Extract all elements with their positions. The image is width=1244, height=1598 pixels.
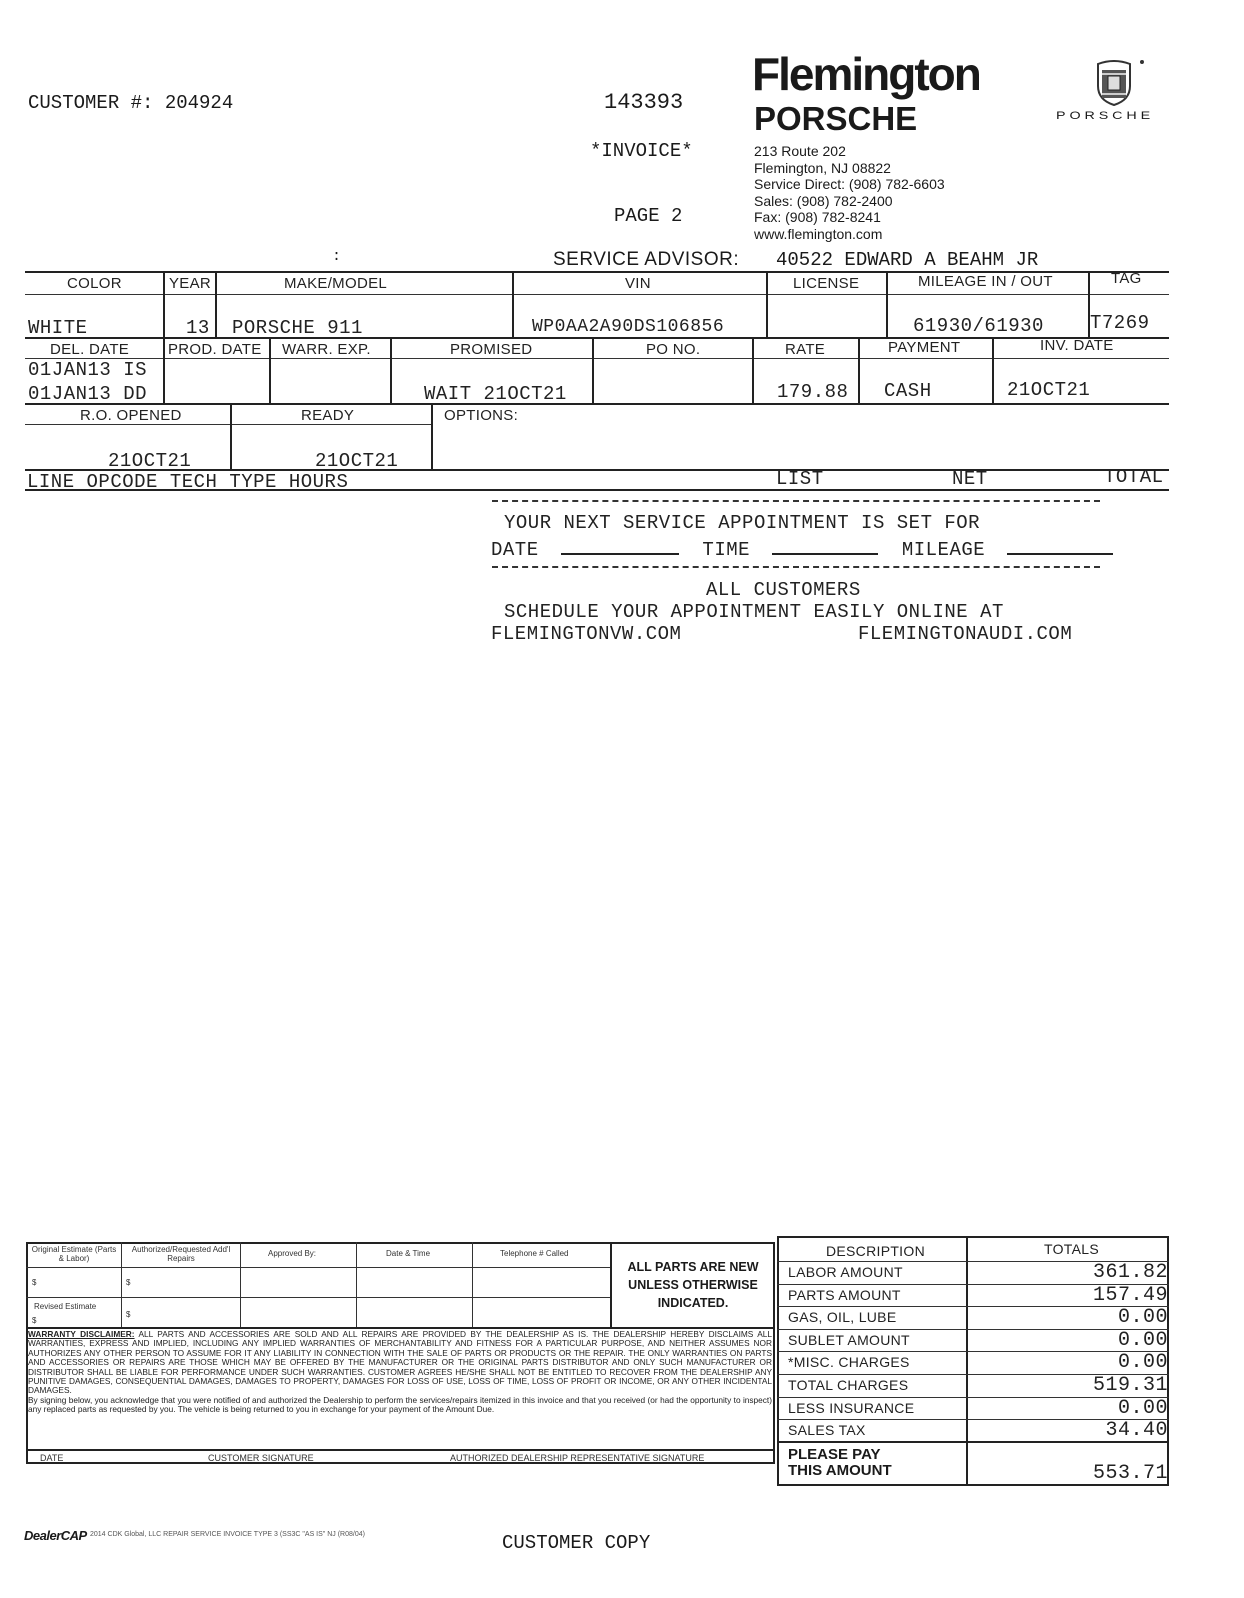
grid-line <box>163 271 165 337</box>
schedule-online: SCHEDULE YOUR APPOINTMENT EASILY ONLINE AT <box>504 601 1004 623</box>
customer-label: CUSTOMER #: <box>28 92 154 114</box>
advisor-value: 40522 EDWARD A BEAHM JR <box>776 249 1039 271</box>
dealer-website: www.flemington.com <box>754 225 883 242</box>
page-number: PAGE 2 <box>614 205 683 227</box>
dealer-fax: Fax: (908) 782-8241 <box>754 209 881 225</box>
header-promised: PROMISED <box>450 341 533 358</box>
please-pay-label <box>788 1447 892 1479</box>
dealer-sales-phone: Sales: (908) 782-2400 <box>754 192 893 209</box>
please-pay-line2: THIS AMOUNT <box>788 1462 892 1479</box>
grid-line <box>886 271 888 337</box>
appointment-line: YOUR NEXT SERVICE APPOINTMENT IS SET FOR <box>504 512 981 534</box>
grid-line <box>592 337 594 403</box>
appointment-time-label: TIME <box>702 539 751 561</box>
totals-description-header: DESCRIPTION <box>826 1243 925 1259</box>
website-audi: FLEMINGTONAUDI.COM <box>858 623 1073 645</box>
grid-line <box>766 271 768 337</box>
date-time-label: Date & Time <box>386 1249 431 1258</box>
appointment-fields <box>491 535 1113 561</box>
totals-totals-header: TOTALS <box>1044 1241 1099 1257</box>
grid-line <box>777 1329 1169 1330</box>
dealer-signature-label: AUTHORIZED DEALERSHIP REPRESENTATIVE SIGNATURE <box>450 1453 705 1463</box>
totals-row-value: 0.00 <box>1117 1351 1168 1375</box>
value-tag: T7269 <box>1090 312 1150 334</box>
header-payment: PAYMENT <box>888 339 961 356</box>
header-year: YEAR <box>169 275 212 292</box>
grid-line <box>240 1242 241 1327</box>
totals-row-label: LABOR AMOUNT <box>788 1264 903 1280</box>
invoice-title: *INVOICE* <box>590 140 693 162</box>
totals-row-label: TOTAL CHARGES <box>788 1377 909 1393</box>
disclaimer-text: ALL PARTS AND ACCESSORIES ARE SOLD AND ALL REPAIRS ARE PROVIDED BY THE DEALERSHIP AS IS. THE DEALERSHIP HEREBY DISCLAIMS ALL WARRANTIES, EXPRESS AND IMPLIED, INCLUDING ANY IMPLIED WARRANTIES OF MERCHANTABILITY AND FITNESS FOR A PARTICULAR PURPOSE, AND NEITHER ASSUMES NOR AUTHORIZES ANY OTHER PERSON TO ASSUME FOR IT ANY LIABILITY IN CONNECTION WITH THE SALE OF PARTS OR PRODUCTS OR THE REPAIR. THE ONLY WARRANTIES ON PARTS AND ACCESSORIES OR REPAIRS ARE THOSE WHICH MAY BE OFFERED BY THE MANUFACTURER OR THE ORIGINAL PARTS DISTRIBUTOR AND ONLY SUCH MANUFACTURER OR DISTRIBUTOR SHALL BE LIABLE FOR PERFORMANCE UNDER SUCH WARRANTIES. CUSTOMER AGREES HE/SHE SHALL NOT BE ENTITLED TO RECOVER FROM THE DEALERSHIP ANY PUNITIVE DAMAGES, CONSEQUENTIAL DAMAGES, DAMAGES TO PROPERTY, DAMAGES FOR LOSS OF USE, LOSS OF TIME, LOSS OF PROFIT OR INCOME, OR ANY OTHER INCIDENTAL DAMAGES. <box>28 1329 772 1396</box>
appointment-time-blank <box>772 535 878 555</box>
header-ro-opened: R.O. OPENED <box>80 407 182 424</box>
grid-line <box>777 1306 1169 1307</box>
grid-line <box>858 337 860 403</box>
grid-line <box>25 358 1169 359</box>
disclaimer-signing: By signing below, you acknowledge that you were notified of and authorized the Dealership to perform the services/repairs itemized in this invoice and that you received (or had the opportunity to inspect) any replaced parts as requested by you. The vehicle is being returned to you in exchange for your payment of the Amount Due. <box>28 1394 772 1415</box>
header-tag: TAG <box>1111 270 1142 287</box>
dealer-service-phone: Service Direct: (908) 782-6603 <box>754 176 945 192</box>
header-make-model: MAKE/MODEL <box>284 275 388 292</box>
invoice-number: 143393 <box>604 90 684 115</box>
grid-line <box>610 1242 612 1327</box>
value-ready: 21OCT21 <box>315 450 399 472</box>
header-license: LICENSE <box>793 275 860 292</box>
approved-by-label: Approved By: <box>268 1249 317 1258</box>
value-color: WHITE <box>28 317 88 339</box>
dealer-logo-name: Flemington <box>752 48 980 100</box>
porsche-crest-icon <box>1094 60 1134 106</box>
revised-estimate-label: Revised Estimate <box>34 1302 97 1311</box>
customer-signature-label: CUSTOMER SIGNATURE <box>208 1453 314 1463</box>
value-mileage: 61930/61930 <box>913 315 1044 337</box>
header-rate: RATE <box>785 341 826 358</box>
totals-row-label: SALES TAX <box>788 1422 866 1439</box>
vendor-logo: DealerCAP <box>24 1528 87 1543</box>
grid-line <box>25 424 431 425</box>
advisor-colon: : <box>332 248 342 265</box>
value-ro-opened: 21OCT21 <box>108 450 192 472</box>
customer-number <box>28 92 233 114</box>
totals-row-value: 519.31 <box>1092 1374 1168 1397</box>
all-customers: ALL CUSTOMERS <box>706 579 861 601</box>
header-del-date: DEL. DATE <box>50 341 130 358</box>
dollar-sign: $ <box>126 1310 131 1319</box>
dollar-sign: $ <box>32 1316 37 1325</box>
grid-line <box>26 1297 610 1298</box>
dealer-address: 213 Route 202 <box>754 143 846 159</box>
appointment-date-label: DATE <box>491 539 539 561</box>
totals-row-value: 157.49 <box>1092 1283 1168 1307</box>
grid-line <box>512 271 514 337</box>
parts-notice: ALL PARTS ARE NEW UNLESS OTHERWISE INDICATED. <box>627 1260 759 1310</box>
totals-row-label: *MISC. CHARGES <box>788 1354 910 1371</box>
dollar-sign: $ <box>126 1278 131 1287</box>
grid-line <box>777 1441 1169 1443</box>
totals-row-value: 361.82 <box>1092 1261 1168 1284</box>
grid-line <box>777 1397 1169 1398</box>
grid-line <box>163 337 165 403</box>
signature-line <box>26 1449 775 1451</box>
value-rate: 179.88 <box>777 381 849 403</box>
customer-value: 204924 <box>164 92 234 114</box>
value-inv-date: 21OCT21 <box>1007 379 1091 401</box>
header-color: COLOR <box>67 275 122 292</box>
totals-row-value: 0.00 <box>1117 1396 1168 1420</box>
header-po-no: PO NO. <box>646 341 701 358</box>
grid-line <box>356 1242 357 1327</box>
value-payment: CASH <box>884 380 932 402</box>
telephone-label: Telephone # Called <box>500 1249 569 1258</box>
grid-line <box>25 403 1169 405</box>
grid-line <box>269 337 271 403</box>
dealer-city: Flemington, NJ 08822 <box>754 159 891 176</box>
header-inv-date: INV. DATE <box>1040 337 1114 354</box>
appointment-mileage-label: MILEAGE <box>901 539 986 561</box>
please-pay-amount: 553.71 <box>1092 1462 1168 1485</box>
dollar-sign: $ <box>32 1278 37 1287</box>
totals-row-label: LESS INSURANCE <box>788 1399 915 1416</box>
grid-line <box>472 1242 473 1327</box>
value-del-date-2: 01JAN13 DD <box>28 383 148 405</box>
grid-line <box>431 403 433 469</box>
grid-line <box>230 403 232 469</box>
appointment-date-blank <box>561 535 679 555</box>
porsche-wordmark: PORSCHE <box>1056 110 1155 122</box>
header-warr-exp: WARR. EXP. <box>282 341 371 358</box>
column-net: NET <box>952 468 988 490</box>
totals-row-label: GAS, OIL, LUBE <box>788 1309 897 1326</box>
website-vw: FLEMINGTONVW.COM <box>491 623 682 645</box>
totals-row-label: SUBLET AMOUNT <box>788 1331 910 1348</box>
value-promised: WAIT 21OCT21 <box>424 383 567 405</box>
advisor-label: SERVICE ADVISOR: <box>553 249 740 270</box>
grid-line <box>25 294 1169 295</box>
totals-row-value: 34.40 <box>1105 1419 1168 1443</box>
disclaimer-title: WARRANTY DISCLAIMER: <box>28 1329 135 1339</box>
header-vin: VIN <box>625 275 651 292</box>
value-del-date-1: 01JAN13 IS <box>28 359 148 381</box>
please-pay-line1: PLEASE PAY <box>788 1446 881 1463</box>
totals-row-value: 0.00 <box>1117 1306 1168 1330</box>
column-line-opcode: LINE OPCODE TECH TYPE HOURS <box>27 471 349 493</box>
column-list: LIST <box>776 468 824 490</box>
dashed-separator <box>492 500 1100 502</box>
customer-copy-label: CUSTOMER COPY <box>502 1532 651 1554</box>
totals-row-value: 0.00 <box>1117 1328 1168 1352</box>
original-estimate-label: Original Estimate (Parts & Labor) <box>31 1245 117 1263</box>
form-identifier: 2014 CDK Global, LLC REPAIR SERVICE INVOICE TYPE 3 (SS3C "AS IS" NJ (R08/04) <box>90 1531 365 1538</box>
header-mileage: MILEAGE IN / OUT <box>918 273 1053 290</box>
signature-date-label: DATE <box>40 1453 64 1463</box>
dealer-logo-brand: PORSCHE <box>754 100 918 137</box>
authorized-repairs-label: Authorized/Requested Add'l Repairs <box>131 1245 231 1263</box>
column-total: TOTAL <box>1104 466 1164 488</box>
totals-row-label: PARTS AMOUNT <box>788 1286 901 1303</box>
header-prod-date: PROD. DATE <box>168 341 262 358</box>
grid-line <box>966 1236 968 1486</box>
value-vin: WP0AA2A90DS106856 <box>532 317 725 337</box>
grid-line <box>215 271 217 337</box>
grid-line <box>390 337 392 403</box>
appointment-mileage-blank <box>1007 535 1113 555</box>
value-year: 13 <box>186 317 210 339</box>
crest-dot-icon <box>1140 60 1144 64</box>
grid-line <box>992 337 994 403</box>
grid-line <box>26 1267 610 1268</box>
header-options: OPTIONS: <box>444 407 519 424</box>
warranty-disclaimer <box>28 1330 772 1415</box>
grid-line <box>777 1351 1169 1352</box>
value-make-model: PORSCHE 911 <box>232 317 363 339</box>
header-ready: READY <box>301 407 355 424</box>
grid-line <box>752 337 754 403</box>
dealer-address-block <box>754 143 945 242</box>
grid-line <box>25 489 1169 491</box>
dashed-separator <box>492 566 1100 568</box>
grid-line <box>121 1242 122 1327</box>
